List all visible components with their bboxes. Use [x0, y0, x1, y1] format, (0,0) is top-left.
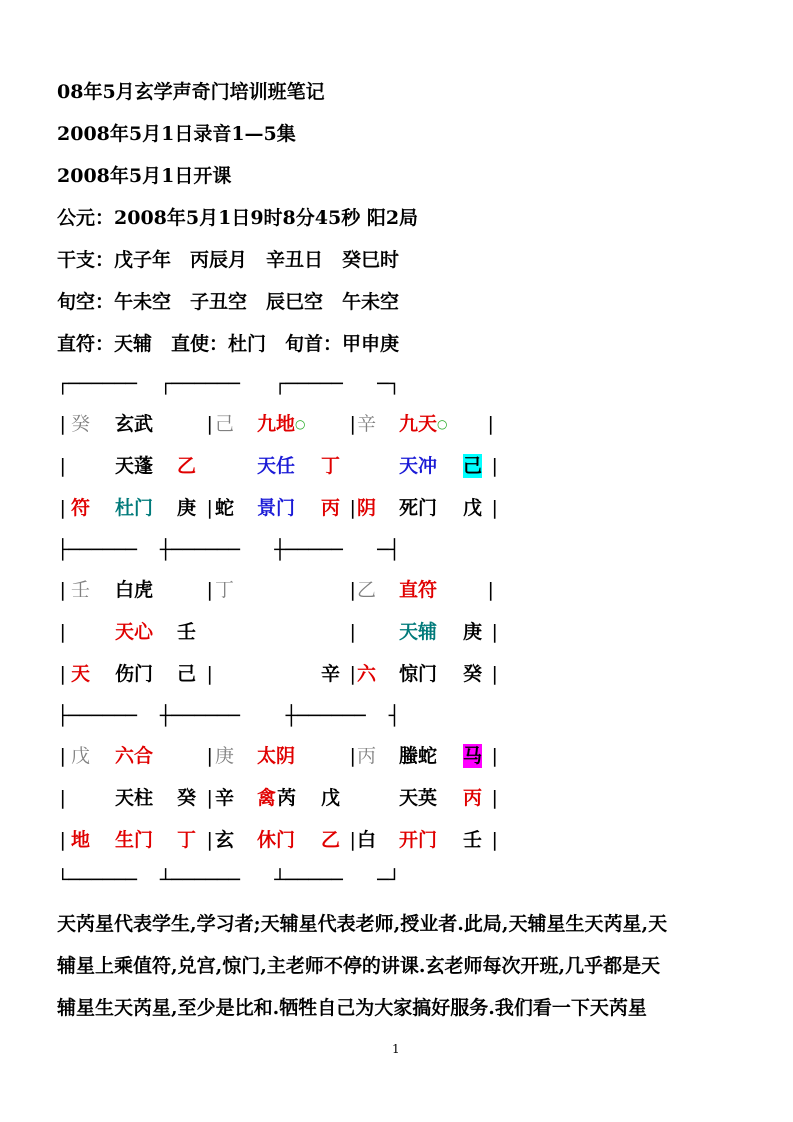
vbar: | — [347, 621, 359, 643]
palace-earth-stem: 壬 — [71, 579, 91, 601]
palace-door: 死门 — [399, 497, 438, 519]
paragraph-line: 辅星生天芮星,至少是比和.牺牲自己为大家搞好服务.我们看一下天芮星 — [57, 997, 647, 1019]
vbar: | — [57, 787, 69, 809]
palace-heaven-stem: 乙 — [177, 455, 197, 477]
vbar: | — [489, 787, 501, 809]
recording-line: 2008年5月1日录音1—5集 — [57, 123, 296, 145]
palace-marker: 地 — [71, 829, 91, 851]
palace-door-stem: 己 — [177, 663, 197, 685]
vbar: | — [489, 663, 501, 685]
vbar: | — [347, 829, 359, 851]
vbar: | — [485, 413, 497, 435]
palace-star: 天柱 — [115, 787, 154, 809]
palace-heaven-stem: 丙 — [463, 787, 483, 809]
palace-marker: 蛇 — [215, 497, 235, 519]
palace-door-stem: 戊 — [463, 497, 483, 519]
palace-star: 天任 — [257, 455, 296, 477]
palace-earth-stem: 辛 — [357, 413, 377, 435]
gregorian-time-line: 公元：2008年5月1日9时8分45秒 阳2局 — [57, 207, 419, 229]
palace-earth-stem: 庚 — [215, 745, 235, 767]
palace-star: 天蓬 — [115, 455, 154, 477]
vbar: | — [485, 579, 497, 601]
palace-door: 开门 — [399, 829, 438, 851]
vbar: | — [489, 745, 501, 767]
vbar: | — [57, 579, 69, 601]
doc-title: 08年5月玄学声奇门培训班笔记 — [57, 81, 325, 103]
palace-door-stem: 丙 — [321, 497, 341, 519]
qimen-chart — [57, 372, 507, 891]
chart-border-mid2: ├────── ┼────── ┼────── ┤ — [57, 705, 401, 727]
vbar: | — [489, 621, 501, 643]
vbar: | — [204, 787, 216, 809]
palace-earth-stem: 乙 — [357, 579, 377, 601]
palace-door: 景门 — [257, 497, 296, 519]
palace-heaven-stem: 丁 — [321, 455, 341, 477]
palace-earth-stem: 己 — [215, 413, 235, 435]
palace-door: 生门 — [115, 829, 154, 851]
palace-star-rui: 芮 — [277, 787, 297, 809]
palace-heaven-stem: 癸 — [177, 787, 197, 809]
palace-extra-stem: 辛 — [321, 663, 341, 685]
start-date-line: 2008年5月1日开课 — [57, 165, 232, 187]
palace-door: 伤门 — [115, 663, 154, 685]
palace-heaven-stem: 己 — [463, 455, 483, 477]
empty-circle-icon: ○ — [437, 417, 448, 431]
xunkong-line: 旬空：午未空 子丑空 辰巳空 午未空 — [57, 291, 400, 313]
empty-circle-icon: ○ — [295, 417, 306, 431]
paragraph-line: 天芮星代表学生,学习者;天辅星代表老师,授业者.此局,天辅星生天芮星,天 — [57, 913, 668, 935]
palace-door-stem: 壬 — [463, 829, 483, 851]
palace-heaven-stem: 戊 — [321, 787, 341, 809]
vbar: | — [489, 455, 501, 477]
palace-door-stem: 庚 — [177, 497, 197, 519]
palace-marker: 天 — [71, 663, 91, 685]
palace-star: 天辅 — [399, 621, 438, 643]
palace-heaven-stem: 壬 — [177, 621, 197, 643]
palace-door: 休门 — [257, 829, 296, 851]
page-number: 1 — [392, 1042, 400, 1056]
palace-star-qin: 禽 — [257, 787, 277, 809]
palace-door-stem: 癸 — [463, 663, 483, 685]
vbar: | — [204, 579, 216, 601]
vbar: | — [204, 829, 216, 851]
vbar: | — [204, 497, 216, 519]
palace-door: 惊门 — [399, 663, 438, 685]
vbar: | — [347, 663, 359, 685]
vbar: | — [489, 829, 501, 851]
palace-god: 白虎 — [115, 579, 154, 601]
ganzhi-line: 干支：戊子年 丙辰月 辛丑日 癸巳时 — [57, 249, 400, 271]
palace-marker: 白 — [357, 829, 377, 851]
palace-earth-stem: 戊 — [71, 745, 91, 767]
vbar: | — [347, 745, 359, 767]
vbar: | — [204, 663, 216, 685]
chart-border-bottom: └────── ┴────── ┴───── ─┘ — [57, 869, 401, 891]
vbar: | — [57, 455, 69, 477]
palace-god: 螣蛇 — [399, 745, 438, 767]
palace-god: 九地○ — [257, 413, 306, 435]
palace-god: 玄武 — [115, 413, 154, 435]
palace-marker: 六 — [357, 663, 377, 685]
vbar: | — [57, 745, 69, 767]
chart-border-mid1: ├────── ┼────── ┼───── ─┤ — [57, 539, 401, 561]
vbar: | — [57, 621, 69, 643]
vbar: | — [204, 413, 216, 435]
palace-god: 九天○ — [399, 413, 448, 435]
paragraph-line: 辅星上乘值符,兑宫,惊门,主老师不停的讲课.玄老师每次开班,几乎都是天 — [57, 955, 661, 977]
horse-marker: 马 — [463, 745, 483, 767]
palace-door: 杜门 — [115, 497, 154, 519]
palace-earth-stem: 癸 — [71, 413, 91, 435]
palace-star: 天冲 — [399, 455, 438, 477]
vbar: | — [57, 829, 69, 851]
chart-border-top: ┌────── ┌────── ┌───── ─┐ — [57, 373, 401, 395]
vbar: | — [57, 413, 69, 435]
palace-heaven-stem: 庚 — [463, 621, 483, 643]
palace-earth-stem: 丁 — [215, 579, 235, 601]
vbar: | — [489, 497, 501, 519]
body-paragraph — [57, 903, 747, 1029]
palace-door-stem: 丁 — [177, 829, 197, 851]
palace-star: 天心 — [115, 621, 154, 643]
vbar: | — [204, 745, 216, 767]
palace-extra-stem: 辛 — [215, 787, 235, 809]
vbar: | — [347, 413, 359, 435]
zhifu-line: 直符：天辅 直使：杜门 旬首：甲申庚 — [57, 333, 400, 355]
palace-marker: 玄 — [215, 829, 235, 851]
vbar: | — [57, 497, 69, 519]
palace-god: 六合 — [115, 745, 154, 767]
palace-star: 天英 — [399, 787, 438, 809]
vbar: | — [347, 497, 359, 519]
palace-god: 直符 — [399, 579, 438, 601]
palace-marker: 符 — [71, 497, 91, 519]
vbar: | — [57, 663, 69, 685]
palace-god: 太阴 — [257, 745, 296, 767]
palace-door-stem: 乙 — [321, 829, 341, 851]
palace-marker: 阴 — [357, 497, 377, 519]
palace-earth-stem: 丙 — [357, 745, 377, 767]
vbar: | — [347, 579, 359, 601]
